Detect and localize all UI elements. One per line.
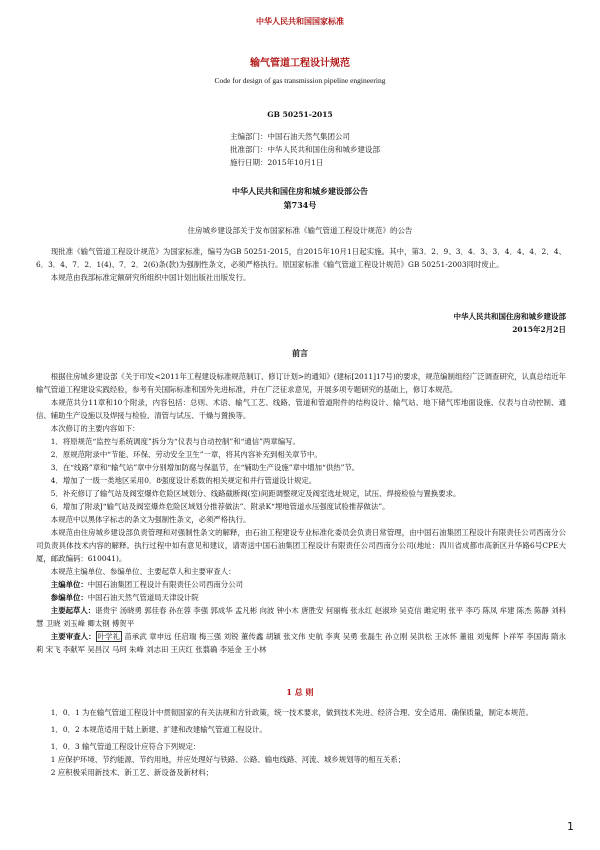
clause-1-0-1: 1．0．1 为在输气管道工程设计中贯彻国家的有关法规和方针政策，统一技术要求，做到技术先进、经济合理、安全适用、确保质量，制定本规范。 [50, 708, 533, 717]
sign-org: 中华人民共和国住房和城乡建设部 [453, 312, 566, 321]
notice-heading: 中华人民共和国住房和城乡建设部公告 [232, 186, 368, 196]
foreword-paragraph: 本规范中以黑体字标志的条文为强制性条文，必须严格执行。 [50, 515, 251, 524]
standard-code: GB 50251-2015 [267, 110, 333, 119]
notice-paragraph-2: 本规范由我部标准定额研究所组织中国计划出版社出版发行。 [50, 273, 251, 282]
document-title: 输气管道工程设计规范 [250, 58, 350, 69]
reviewers-label: 主要审查人： [50, 632, 96, 641]
foreword-paragraph: 本规范主编单位、参编单位、主要起草人和主要审查人： [50, 567, 236, 576]
revision-item: 2．原规范附录中“节能、环保、劳动安全卫生”一章，将其内容补充到相关章节中。 [50, 450, 322, 459]
revision-item: 6．增加了附录J“输气站及阀室爆炸危险区域划分推荐做法”、附录K“埋地管道水压强度试验推荐做法”。 [50, 502, 390, 511]
meta-block [230, 130, 380, 169]
clause-1-0-2: 1．0．2 本规范适用于陆上新建、扩建和改建输气管道工程设计。 [50, 725, 267, 734]
revision-item: 4．增加了一级一类地区采用0．8强度设计系数的相关规定和并行管道设计规定。 [50, 476, 317, 485]
notice-heading-block [0, 184, 600, 212]
clause-1-0-3-item-1: 1 应保护环境、节约能源、节约用地，并应处理好与铁路、公路、输电线路、河流、城乡规划等的相互关系； [50, 755, 406, 764]
revision-item: 3．在“线路”章和“输气站”章中分别增加防腐与保温节，在“辅助生产设施”章中增加“供热”节。 [50, 463, 360, 472]
notice-number: 第734号 [283, 200, 317, 210]
chapter-body [36, 706, 566, 779]
foreword-paragraph: 本规范由住房城乡建设部负责管理和对强制性条文的解释，由石油工程建设专业标准化委员会负责日常管理，由中国石油集团工程设计有限责任公司西南分公司负责具体技术内容的解释。执行过程中如有意见和建议，请寄送中国石油集团工程设计有限责任公司西南分公司(地址：四川省成都市高新区升华路6号CPE大厦，邮政编码：610041)。 [36, 528, 566, 563]
notice-body [36, 245, 566, 284]
reviewers-line [36, 630, 566, 656]
english-subtitle: Code for design of gas transmission pipeline engineering [214, 76, 386, 85]
foreword-body [36, 370, 566, 656]
sign-date: 2015年2月2日 [512, 325, 566, 334]
foreword-paragraph: 本次修订的主要内容如下： [50, 424, 140, 433]
highlighted-reviewer: 叶学礼 [97, 632, 120, 641]
drafters: 谌贵宇 汤晓勇 郭佳春 孙在蓉 李强 郭成华 孟凡彬 向波 钟小木 唐胜安 何丽梅 张永红 赵淑珍 吴克信 雎定明 张平 李巧 陈凤 牟建 陈杰 陈静 刘科慧 卫晓 刘玉峰 卿太钢 傅贺平 [36, 606, 566, 628]
clause-1-0-3: 1．0．3 输气管道工程设计应符合下列规定： [50, 742, 201, 751]
revision-item: 5．补充修订了输气站及阀室爆炸危险区域划分、线路截断阀(室)间距调整规定及阀室选址规定，试压、焊接检验与置换要求。 [50, 489, 461, 498]
standard-org: 中华人民共和国国家标准 [256, 16, 344, 26]
effective-date: 施行日期：2015年10月1日 [230, 158, 324, 167]
chief-department: 主编部门：中国石油天然气集团公司 [230, 132, 350, 141]
chief-unit-line [36, 578, 566, 591]
assoc-unit: 中国石油天然气管道局天津设计院 [87, 593, 199, 602]
clause-1-0-3-item-2: 2 应积极采用新技术、新工艺、新设备及新材料； [50, 768, 214, 777]
chief-unit-label: 主编单位： [50, 580, 88, 589]
foreword-paragraph: 根据住房城乡建设部《关于印发<2011年工程建设标准规范制订、修订计划>的通知》(建标[2011]17号)的要求，规范编制组经广泛调查研究，认真总结近年输气管道工程建设实践经验，参考有关国际标准和国外先进标准，并在广泛征求意见，开展多项专题研究的基础上，修订本规范。 [36, 372, 566, 394]
drafters-label: 主要起草人： [50, 606, 96, 615]
reviewers: 苗承武 章申远 任启瑞 梅三强 刘锐 董传鑫 胡颖 张文伟 史航 李爽 吴勇 张磊生 孙立刚 吴洪松 王冰怀 董祖 刘鬼辉 卜祥军 李国海 隋永莉 宋飞 李献军 吴昌汉 马珂 朱峰 刘志田 王庆红 张翦确 李延金 王小林 [36, 632, 566, 654]
drafters-line [36, 604, 566, 630]
page-number: 1 [567, 820, 574, 833]
foreword-heading: 前言 [292, 348, 308, 358]
chief-unit: 中国石油集团工程设计有限责任公司西南分公司 [87, 580, 243, 589]
notice-signature [454, 310, 567, 336]
chapter-heading: 1 总 则 [286, 687, 314, 697]
revision-item: 1．将原规范“监控与系统调度”拆分为“仪表与自动控制”和“通信”两章编写。 [50, 437, 300, 446]
notice-paragraph: 现批准《输气管道工程设计规范》为国家标准，编号为GB 50251-2015，自2015年10月1日起实施。其中，第3．2．9、3．4．3、3．4．4、4．2．4、6．3．4、7．2．1(4)、7．2．2(6)条(款)为强制性条文，必须严格执行。原国家标准《输气管道工程设计规范》GB 50251-2003同时废止。 [36, 247, 566, 269]
notice-title-line: 住房城乡建设部关于发布国家标准《输气管道工程设计规范》的公告 [187, 226, 413, 235]
approving-department: 批准部门：中华人民共和国住房和城乡建设部 [230, 145, 380, 154]
foreword-paragraph: 本规范共分11章和10个附录，内容包括：总则、术语、输气工艺、线路、管道和管道附件的结构设计、输气站、地下储气库地面设施、仪表与自动控制、通信、辅助生产设施以及焊接与检验、清管与试压、干燥与置换等。 [36, 398, 566, 420]
assoc-unit-label: 参编单位： [50, 593, 88, 602]
assoc-unit-line [36, 591, 566, 604]
